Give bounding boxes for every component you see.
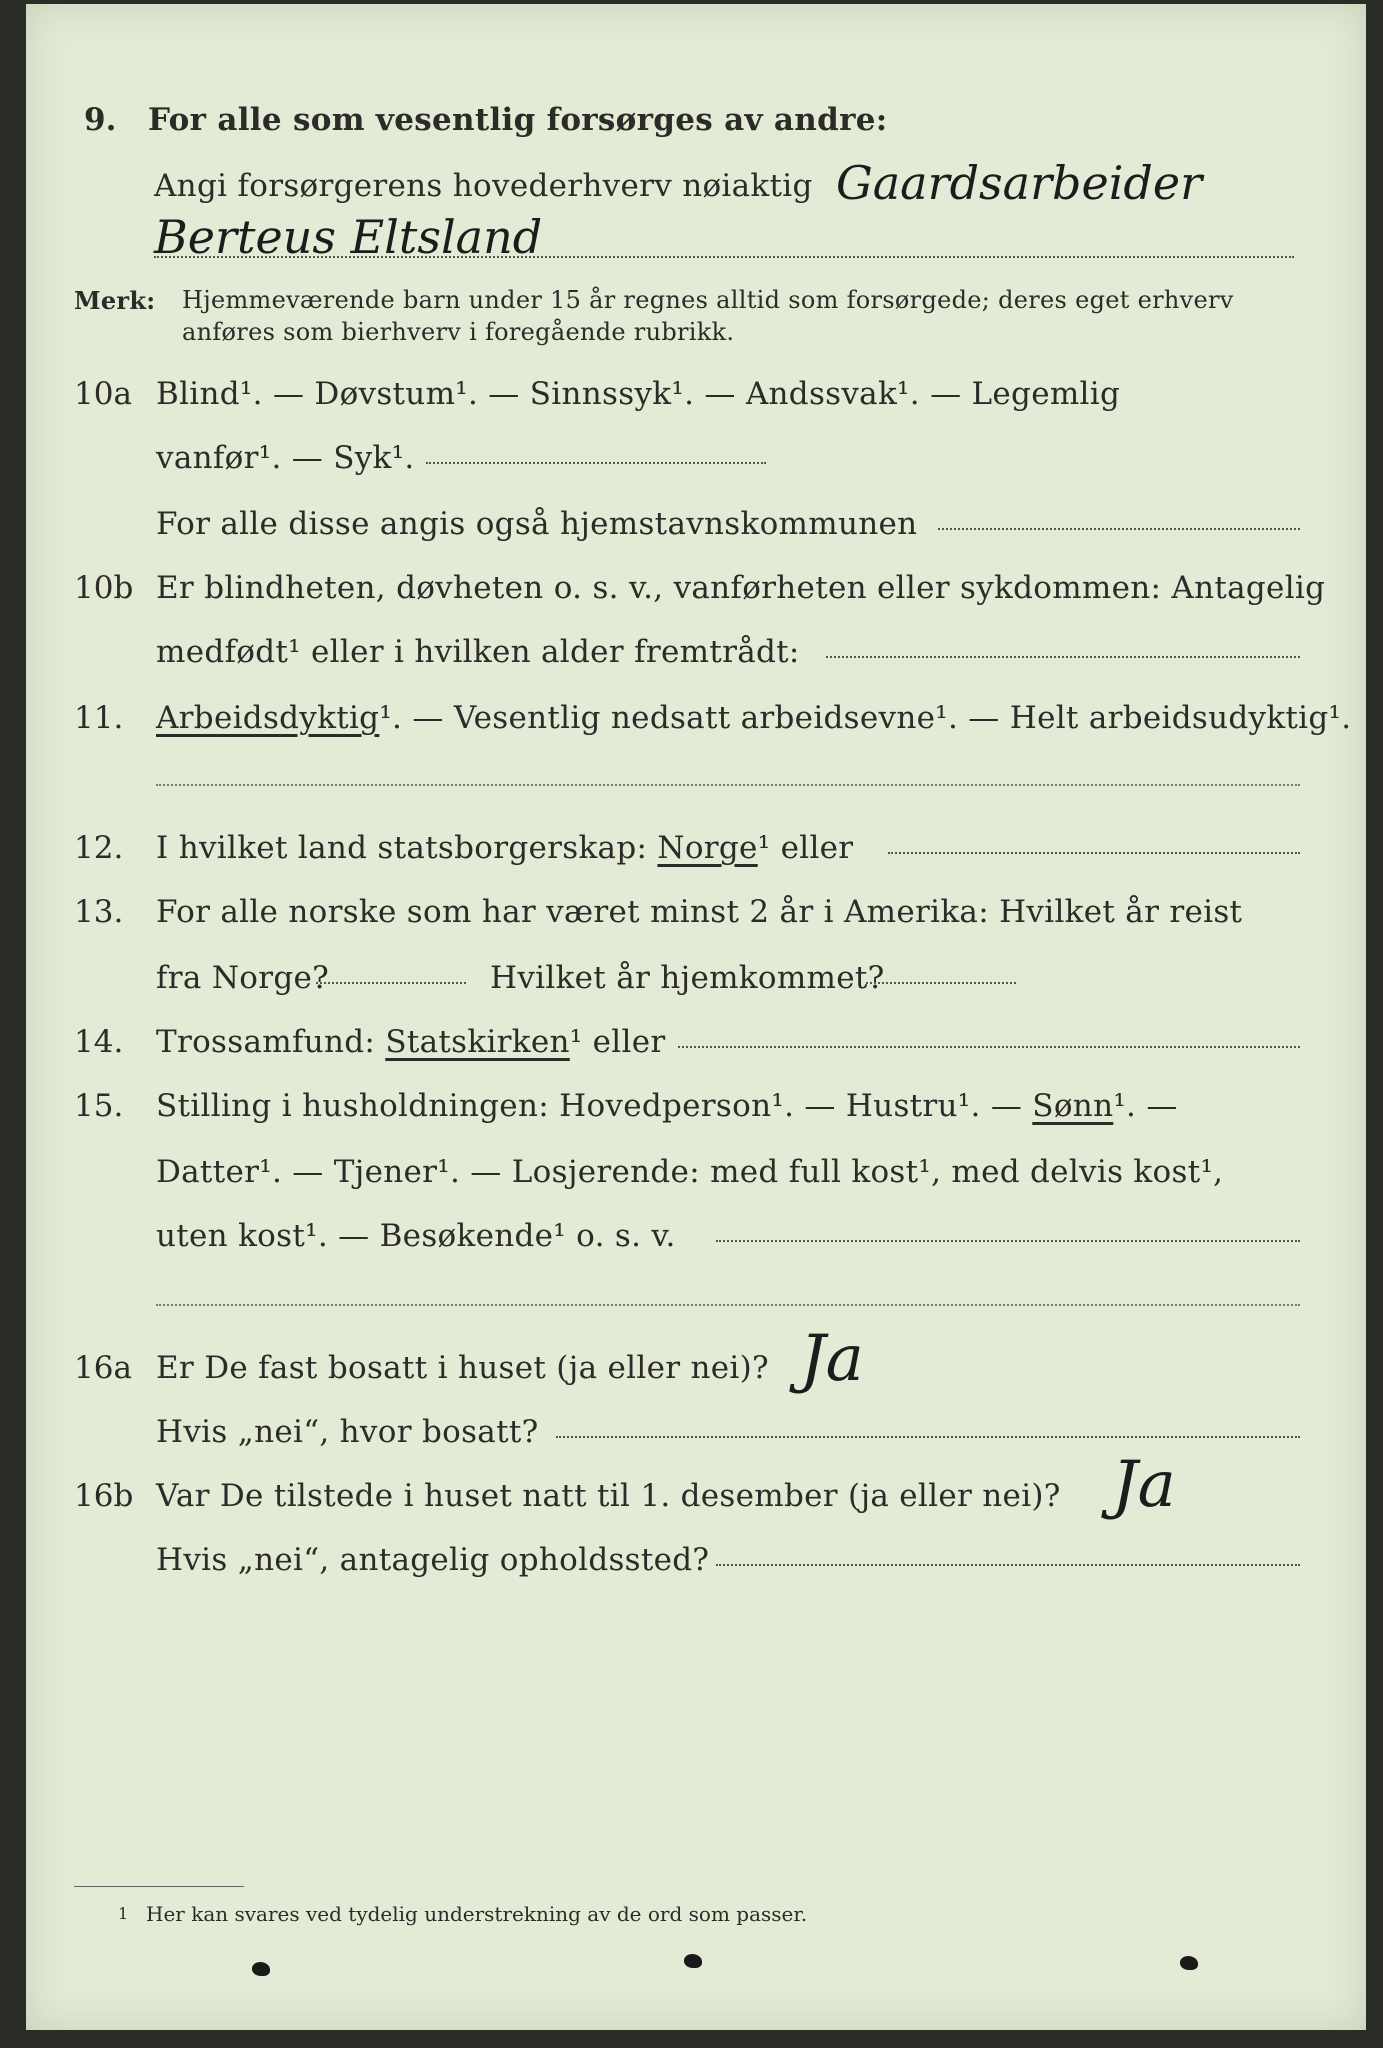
q11-number: 11.: [74, 700, 124, 736]
q10a-kommune-line: [938, 528, 1300, 530]
merk-line1: Hjemmeværende barn under 15 år regnes alltid som forsørgede; deres eget erhverv: [182, 286, 1234, 314]
footnote-text: Her kan svares ved tydelig understrekning av de ord som passer.: [146, 1902, 808, 1926]
q10a-line3: For alle disse angis også hjemstavnskommunen: [156, 506, 918, 542]
q15-line1-start: Stilling i husholdningen: Hovedperson¹. — Hustru¹. —: [156, 1088, 1023, 1124]
q10a-syk-line: [426, 462, 766, 464]
q16b-number: 16b: [74, 1478, 134, 1514]
q9-handwritten-answer-a: Gaardsarbeider: [836, 156, 1203, 210]
footnote-mark: 1: [118, 1904, 129, 1923]
q16b-handwritten-answer: Ja: [1112, 1448, 1176, 1522]
q13-hjemkommet-line: [866, 982, 1016, 984]
q13-line2b: Hvilket år hjemkommet?: [490, 960, 885, 996]
q9-number: 9.: [84, 102, 117, 138]
q12-text: [156, 830, 853, 866]
q16a-handwritten-answer: Ja: [800, 1322, 864, 1396]
q14-underlined-choice: Statskirken: [385, 1024, 570, 1060]
q14-answer-line: [678, 1046, 1300, 1048]
q16b-answer-line: [716, 1564, 1300, 1566]
q13-reist-line: [316, 982, 466, 984]
ink-blot: [1180, 1956, 1198, 1970]
q13-line1: For alle norske som har været minst 2 år i Amerika: Hvilket år reist: [156, 894, 1243, 930]
q13-number: 13.: [74, 894, 124, 930]
q12-answer-line: [888, 852, 1300, 854]
q10a-line2: vanfør¹. — Syk¹.: [156, 440, 415, 476]
q15-answer-line: [716, 1240, 1300, 1242]
q9-line1: For alle som vesentlig forsørges av andre:: [148, 102, 888, 138]
q9-line2: Angi forsørgerens hovederhverv nøiaktig: [154, 168, 813, 204]
q15-number: 15.: [74, 1088, 124, 1124]
q10a-number: 10a: [74, 376, 132, 412]
q15-line1-end: ¹. —: [1113, 1088, 1178, 1124]
q16a-line1: Er De fast bosatt i huset (ja eller nei)?: [156, 1350, 769, 1386]
q14-number: 14.: [74, 1024, 124, 1060]
q16b-line1: Var De tilstede i huset natt til 1. desember (ja eller nei)?: [156, 1478, 1061, 1514]
q16a-number: 16a: [74, 1350, 132, 1386]
q10b-line1: Er blindheten, døvheten o. s. v., vanførheten eller sykdommen: Antagelig: [156, 570, 1326, 606]
q14-text: [156, 1024, 666, 1060]
footnote-rule: [74, 1886, 244, 1887]
q11-answer-line: [156, 784, 1300, 786]
q11-underlined-choice: Arbeidsdyktig: [156, 700, 380, 736]
q15-answer-line-2: [156, 1304, 1300, 1306]
q14-or: ¹ eller: [569, 1024, 666, 1060]
ink-blot: [252, 1962, 270, 1976]
q12-question: I hvilket land statsborgerskap:: [156, 830, 648, 866]
q10b-number: 10b: [74, 570, 134, 606]
ink-blot: [684, 1954, 702, 1968]
q15-line3: uten kost¹. — Besøkende¹ o. s. v.: [156, 1218, 676, 1254]
q16a-line2: Hvis „nei“, hvor bosatt?: [156, 1414, 539, 1450]
q12-underlined-choice: Norge: [657, 830, 758, 866]
q12-number: 12.: [74, 830, 124, 866]
q16b-line2: Hvis „nei“, antagelig opholdssted?: [156, 1542, 710, 1578]
q10b-line2: medfødt¹ eller i hvilken alder fremtrådt:: [156, 634, 800, 670]
census-form-page: [26, 4, 1366, 2030]
q10a-line1: Blind¹. — Døvstum¹. — Sinnssyk¹. — Andssvak¹. — Legemlig: [156, 376, 1121, 412]
q11-text: [156, 700, 1351, 736]
merk-line2: anføres som bierhverv i foregående rubrikk.: [182, 318, 735, 346]
q10b-answer-line: [826, 656, 1300, 658]
q9-handwritten-answer-b: Berteus Eltsland: [154, 210, 543, 264]
q15-line2: Datter¹. — Tjener¹. — Losjerende: med full kost¹, med delvis kost¹,: [156, 1154, 1224, 1190]
q15-line1: [156, 1088, 1178, 1124]
q11-rest: ¹. — Vesentlig nedsatt arbeidsevne¹. — Helt arbeidsudyktig¹.: [379, 700, 1352, 736]
q16a-answer-line: [556, 1436, 1300, 1438]
merk-label: Merk:: [74, 286, 156, 315]
q15-underlined-choice: Sønn: [1032, 1088, 1114, 1124]
q13-line2a: fra Norge?: [156, 960, 330, 996]
q14-question: Trossamfund:: [156, 1024, 376, 1060]
q12-or: ¹ eller: [757, 830, 854, 866]
